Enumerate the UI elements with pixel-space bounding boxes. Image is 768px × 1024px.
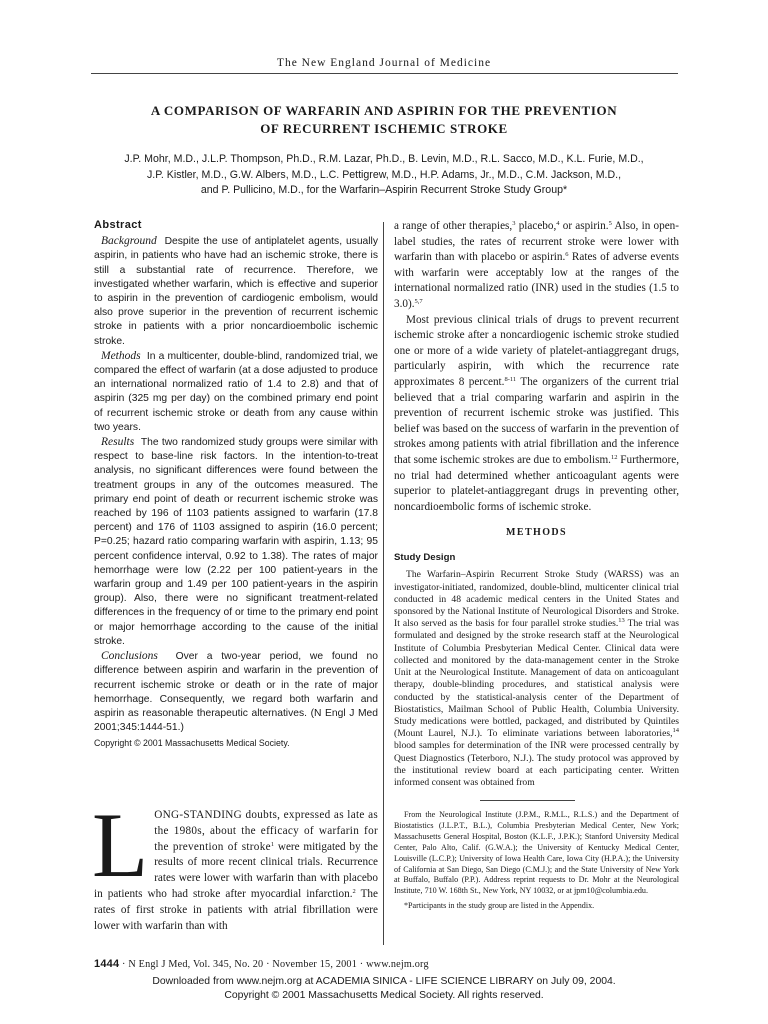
affiliations-footnote: From the Neurological Institute (J.P.M., R.M.L., R.L.S.) and the Department of Biostatistics (J.L.P.T., B.L.), Columbia Presbyterian Medical Center, New York; Massachusetts General Hospital, Boston (K.L.F., J.P.K.); Stanford University Medical Center, Palo Alto, Calif. (G.W.A.); the University of Kentucky Medical Center, Louisville (L.C.P.); University of Iowa Health Care, Iowa City (H.P.A.); the University of California at San Diego, San Diego (C.M.J.); and the State University of New York at Buffalo, Buffalo (P.P.). Address reprint requests to Dr. Mohr at the Neurological Institute, 710 W. 168th St., New York, NY 10032, or at jpm10@columbia.edu.	[394, 810, 679, 896]
authors-line-3: and P. Pullicino, M.D., for the Warfarin–Aspirin Recurrent Stroke Study Group*	[200, 184, 568, 196]
download-notice	[0, 975, 768, 1002]
page-footer	[94, 958, 429, 970]
right-column	[394, 219, 679, 789]
text-span: Also, in open-label studies, the rates of recurrent stroke were lower with warfarin than with placebo or aspirin.	[394, 220, 679, 264]
methods-heading: METHODS	[506, 527, 567, 539]
ref-4: 4	[556, 220, 560, 227]
methods-label: Methods	[101, 349, 141, 362]
text-span: blood samples for determination of the INR were processed centrally by Quest Diagnostics (Teterboro, N.J.). The study protocol was approved by the institutional review board at each participating center. Written informed consent was obtained from	[394, 740, 679, 788]
abstract	[94, 218, 378, 751]
intro-lead: ONG-STANDING doubts, expressed as late as the 1980s, about the efficacy of warfarin for the prevention of stroke	[154, 809, 378, 853]
abstract-heading: Abstract	[94, 219, 142, 231]
study-design-text	[394, 569, 679, 789]
abstract-methods	[94, 349, 378, 435]
download-line: Downloaded from www.nejm.org at ACADEMIA SINICA - LIFE SCIENCE LIBRARY on July 09, 2004.	[152, 976, 616, 987]
citation-line: · N Engl J Med, Vol. 345, No. 20 · November 15, 2001 · www.nejm.org	[119, 959, 429, 970]
ref-3: 3	[512, 220, 516, 227]
column-divider	[383, 222, 384, 945]
authors-line-2: J.P. Kistler, M.D., G.W. Albers, M.D., L.C. Pettigrew, M.D., H.P. Adams, Jr., M.D., C.M. Jackson, M.D.,	[146, 168, 622, 181]
results-text: The two randomized study groups were similar with respect to base-line risk factors. In the intention-to-treat analysis, no significant differences were found between the treatment groups in any of the outcomes measured. The primary end point of death or recurrent ischemic stroke was reached by 196 of 1103 patients assigned to warfarin (17.8 percent) and 176 of 1103 assigned to aspirin (16.0 percent; P=0.25; hazard ratio comparing warfarin with aspirin, 1.13; 95 percent confidence interval, 0.92 to 1.38). The rates of major hemorrhage were low (2.22 per 100 patient-years in the warfarin group and 1.49 per 100 patient-years in the aspirin group). Also, there were no significant treatment-related differences in the frequency of or time to the primary end point or major hemorrhage according to the cause of the initial stroke.	[94, 437, 378, 647]
running-head: The New England Journal of Medicine	[276, 57, 492, 69]
text-span: Furthermore, no trial had determined whether anticoagulant agents were superior to platelet-antiaggregant drugs in preventing other, noncardioembolic forms of ischemic stroke.	[394, 453, 679, 513]
methods-text: In a multicenter, double-blind, randomized trial, we compared the effect of warfarin (at a dose adjusted to produce an international normalized ratio of 1.4 to 2.8) and that of aspirin (325 mg per day) on the combined primary end point of recurrent ischemic stroke or death from any cause within two years.	[94, 350, 378, 433]
background-text: Despite the use of antiplatelet agents, usually aspirin, in patients who have had an ischemic stroke, there is still a substantial rate of recurrence. Therefore, we investigated whether warfarin, which is effective and superior to aspirin in the prevention of cardiogenic embolism, would also prove superior in the prevention of recurrent ischemic stroke in patients with a prior noncardioembolic ischemic stroke.	[94, 236, 378, 347]
text-span: or aspirin.	[559, 220, 609, 232]
ref-12: 12	[610, 453, 618, 461]
title-line-1: A COMPARISON OF WARFARIN AND ASPIRIN FOR THE PREVENTION	[150, 103, 618, 118]
conclusions-text: Over a two-year period, we found no difference between aspirin and warfarin in the prevention of recurrent ischemic stroke or death or in the rate of major hemorrhage. Consequently, we regard both warfarin and aspirin as reasonable therapeutic alternatives. (N Engl J Med 2001;345:1444-51.)	[94, 651, 378, 734]
abstract-results	[94, 435, 378, 649]
abstract-conclusions	[94, 649, 378, 735]
text-span: The trial was formulated and designed by the stroke research staff at the Neurological Institute of Columbia Presbyterian Medical Center. Clinical data were collected and monitored by the data-management center in the Stroke Unit at the Neurological Institute. Management of data on anticoagulant therapy, double-blinding procedures, and statistical analysis were conducted by the statistical-analysis center of the Department of Biostatistics, Mailman School of Public Health, Columbia University. Study medications were bottled, packaged, and distributed by Quintiles (Mount Laurel, N.J.). To eliminate variations between laboratories,	[394, 618, 679, 740]
text-span: Rates of adverse events with warfarin were acceptably low at the ranges of the international normalized ratio (INR) used in the studies (1.5 to 3.0).	[394, 251, 679, 310]
text-span: placebo,	[515, 220, 557, 232]
paragraph-2	[394, 313, 679, 516]
ref-5: 5	[608, 220, 612, 227]
ref-2: 2	[352, 887, 356, 895]
copyright-line: Copyright © 2001 Massachusetts Medical Society. All rights reserved.	[224, 989, 544, 1001]
ref-6: 6	[565, 251, 569, 259]
text-span: The organizers of the current trial believed that a trial comparing warfarin and aspirin in the prevention of recurrent ischemic stroke was justified. This belief was based on the success of warfarin in the prevention of strokes among patients with atrial fibrillation and the inference that some ischemic strokes are due to embolism.	[394, 375, 680, 466]
ref-8-11: 8-11	[504, 375, 517, 383]
footnotes	[394, 810, 679, 912]
text-span: Most previous clinical trials of drugs to prevent recurrent ischemic stroke after a noncardiogenic ischemic stroke studied one or more of a wide variety of platelet-antiaggregant drugs, particularly aspirin, with which the recurrence rate approximates 8 percent.	[394, 313, 679, 388]
text-span: a range of other therapies,	[394, 220, 513, 232]
participants-footnote: *Participants in the study group are listed in the Appendix.	[404, 901, 595, 911]
page-number: 1444	[94, 958, 120, 970]
intro-text-1: were mitigated by the results of more recent clinical trials. Recurrence rates were lower with warfarin than with placebo in patients who had stroke after myocardial infarction.	[94, 840, 378, 900]
footnote-rule	[480, 800, 575, 801]
text-span: The Warfarin–Aspirin Recurrent Stroke Study (WARSS) was an investigator-initiated, randomized, double-blind, multicenter clinical trial conducted in 48 academic medical centers in the United States and sponsored by the National Institute of Neurological Disorders and Stroke. It also served as the basis for four parallel stroke studies.	[394, 569, 679, 630]
author-list	[60, 152, 708, 199]
study-design-heading: Study Design	[394, 551, 456, 563]
drop-cap: L	[92, 794, 149, 896]
background-label: Background	[101, 235, 157, 248]
authors-line-1: J.P. Mohr, M.D., J.L.P. Thompson, Ph.D., R.M. Lazar, Ph.D., B. Levin, M.D., R.L. Sacco, M.D., K.L. Furie, M.D.,	[124, 153, 644, 165]
conclusions-label: Conclusions	[101, 650, 158, 663]
ref-1: 1	[270, 840, 275, 848]
introduction	[92, 794, 378, 934]
ref-5-7: 5,7	[414, 297, 423, 305]
header-rule	[91, 73, 678, 74]
results-label: Results	[101, 436, 135, 449]
ref-13: 13	[618, 617, 625, 625]
ref-14: 14	[672, 727, 679, 735]
paragraph-1	[394, 219, 679, 313]
abstract-copyright: Copyright © 2001 Massachusetts Medical Society.	[94, 738, 290, 749]
article-title	[60, 102, 708, 138]
title-line-2: OF RECURRENT ISCHEMIC STROKE	[260, 121, 508, 136]
intro-text-2: The rates of first stroke in patients with atrial fibrillation were lower with warfarin than with	[94, 887, 378, 932]
abstract-background	[94, 234, 378, 349]
